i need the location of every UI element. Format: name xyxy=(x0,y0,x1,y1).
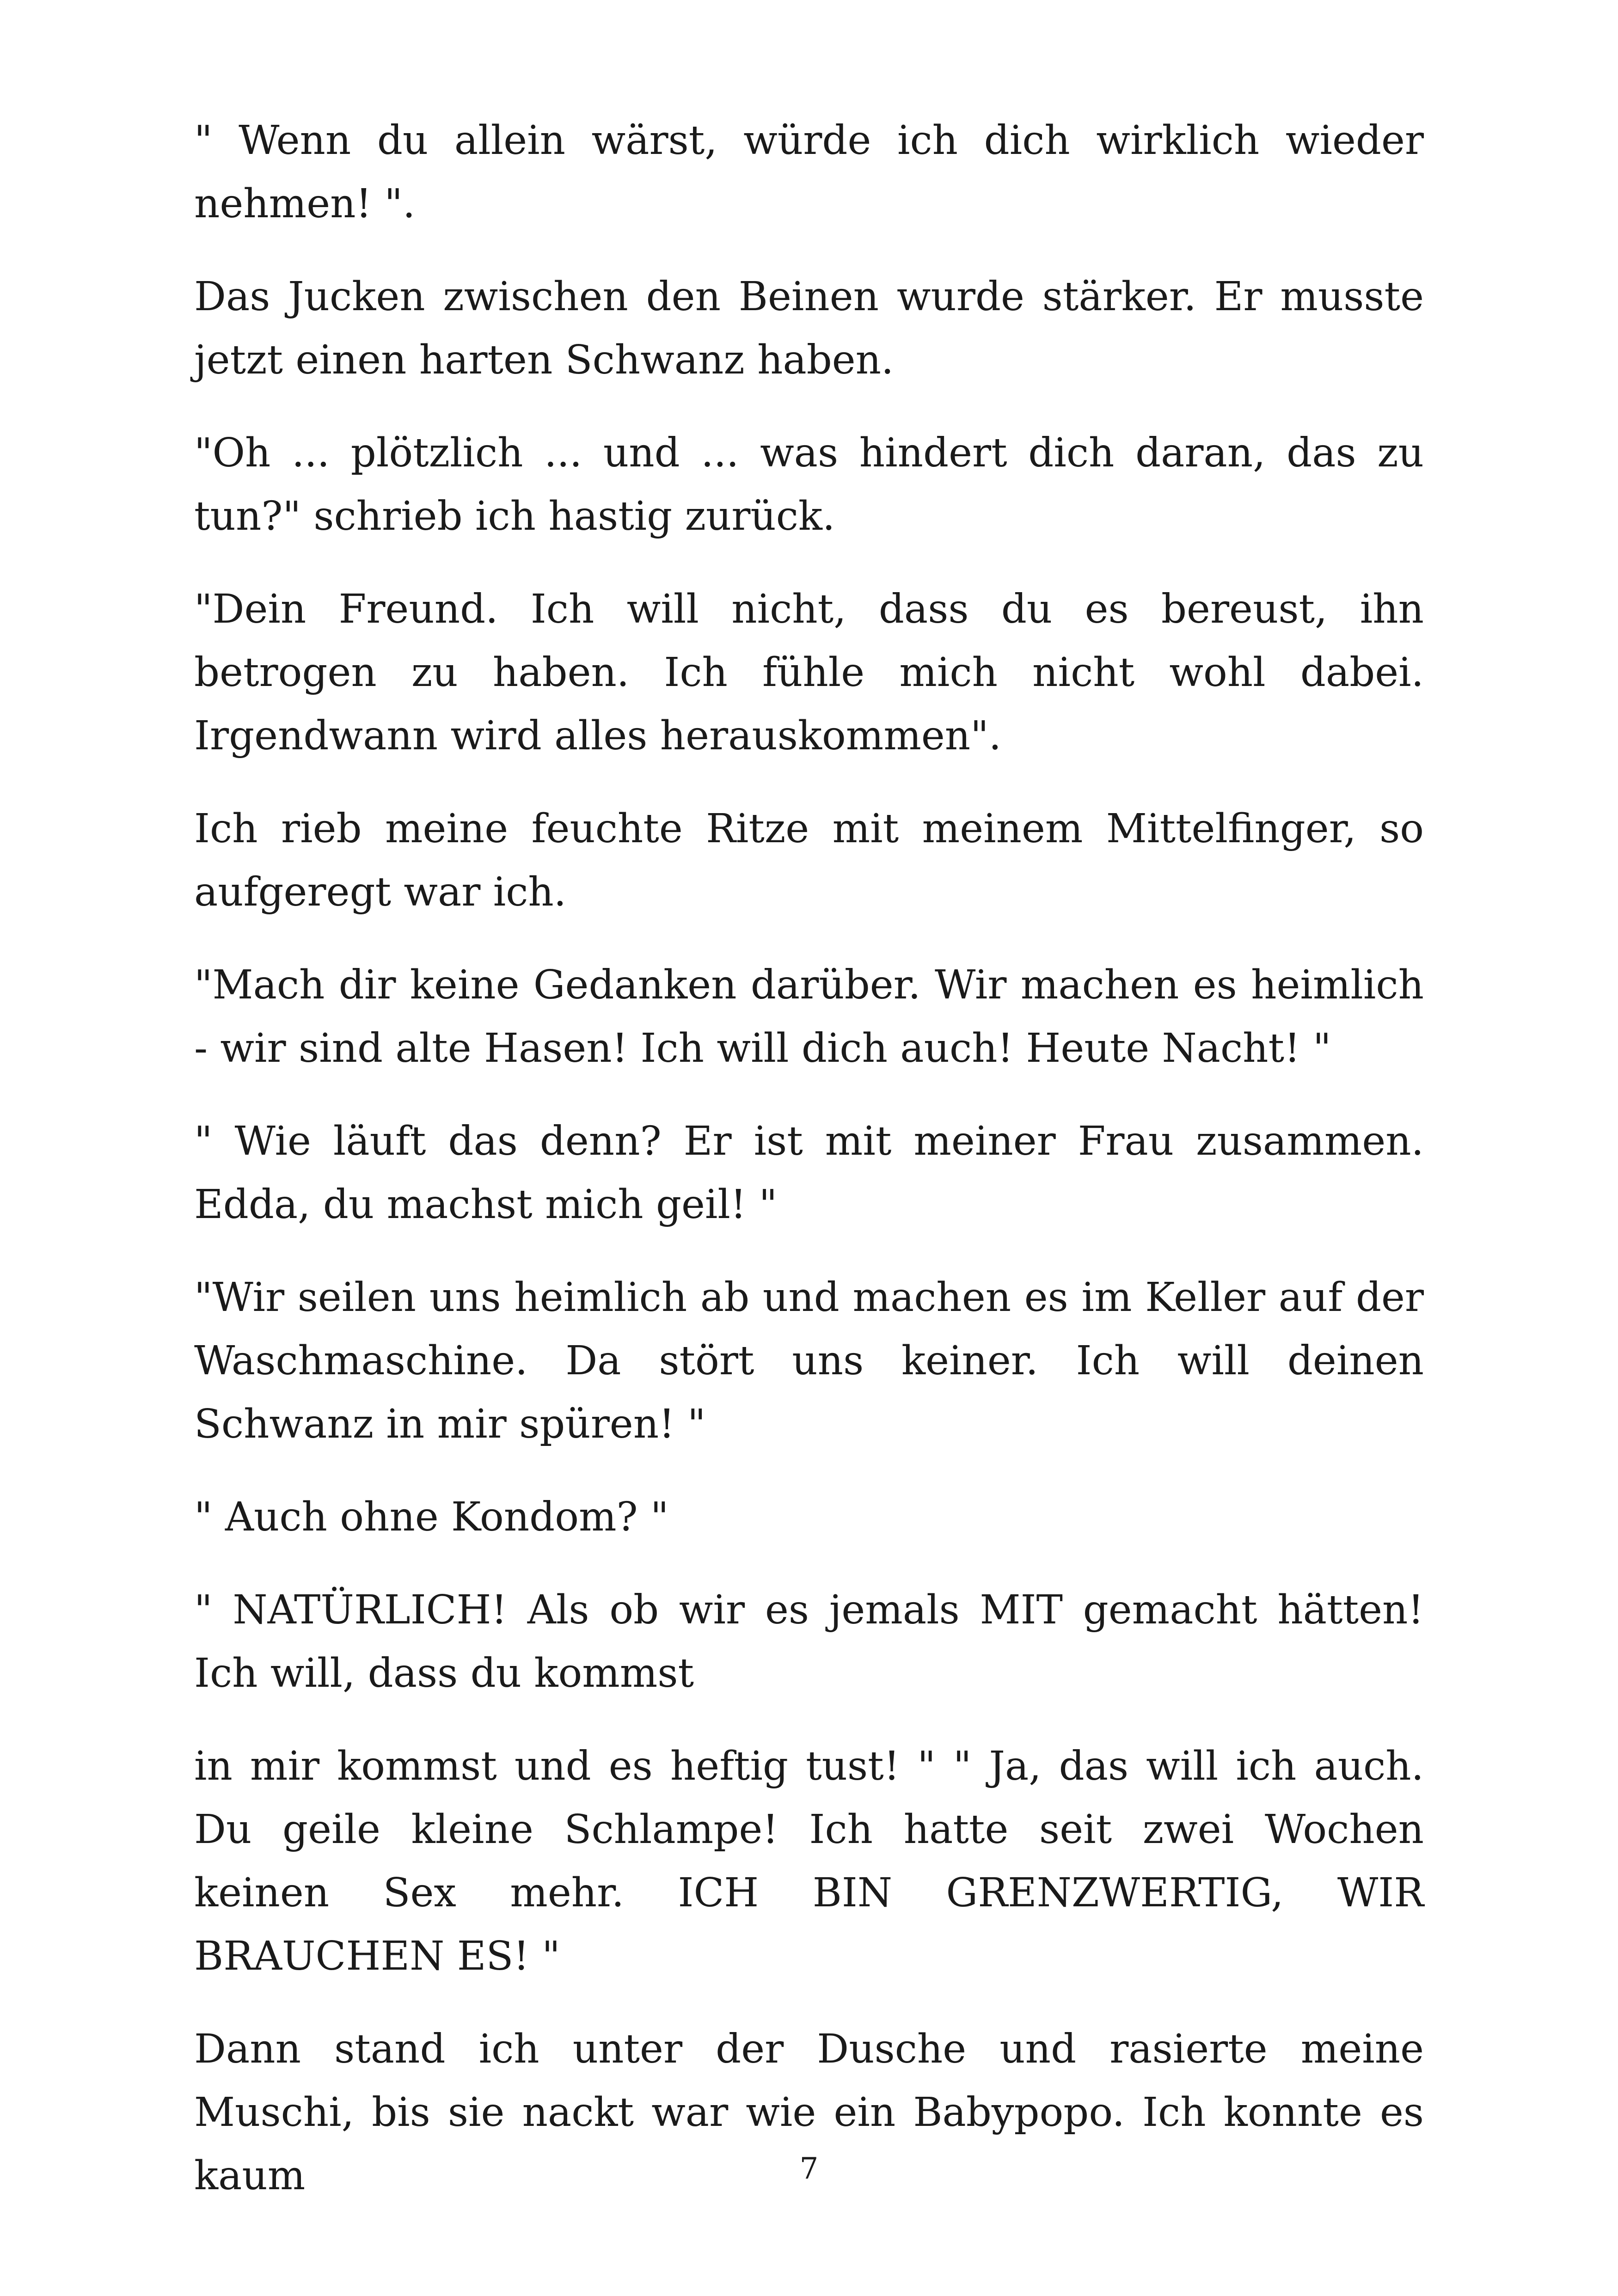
page-number: 7 xyxy=(799,2152,819,2186)
paragraph: " Auch ohne Kondom? " xyxy=(194,1494,669,1540)
paragraph: Ich rieb meine feuchte Ritze mit meinem Mittelfinger, so aufgeregt war ich. xyxy=(194,806,1424,915)
paragraph: in mir kommst und es heftig tust! " " Ja, das will ich auch. Du geile kleine Schlampe! Ich hatte seit zwei Wochen keinen Sex mehr. ICH BIN GRENZWERTIG, WIR BRAUCHEN ES! " xyxy=(194,1743,1424,1979)
paragraph: " Wenn du allein wärst, würde ich dich wirklich wieder nehmen! ". xyxy=(194,117,1424,227)
paragraph: " Wie läuft das denn? Er ist mit meiner Frau zusammen. Edda, du machst mich geil! " xyxy=(194,1118,1424,1228)
paragraph: Das Jucken zwischen den Beinen wurde stärker. Er musste jetzt einen harten Schwanz haben. xyxy=(194,274,1424,383)
paragraph: "Dein Freund. Ich will nicht, dass du es bereust, ihn betrogen zu haben. Ich fühle mich nicht wohl dabei. Irgendwann wird alles herauskommen". xyxy=(194,586,1424,759)
paragraph: "Wir seilen uns heimlich ab und machen es im Keller auf der Waschmaschine. Da stört uns keiner. Ich will deinen Schwanz in mir spüren! " xyxy=(194,1274,1424,1447)
paragraph: "Mach dir keine Gedanken darüber. Wir machen es heimlich - wir sind alte Hasen! Ich will dich auch! Heute Nacht! " xyxy=(194,962,1424,1071)
paragraph: "Oh ... plötzlich ... und ... was hindert dich daran, das zu tun?" schrieb ich hastig zurück. xyxy=(194,430,1424,539)
text-body xyxy=(194,109,1424,2237)
paragraph: " NATÜRLICH! Als ob wir es jemals MIT gemacht hätten! Ich will, dass du kommst xyxy=(194,1587,1424,1696)
paragraph: Dann stand ich unter der Dusche und rasierte meine Muschi, bis sie nackt war wie ein Babypopo. Ich konnte es kaum xyxy=(194,2026,1424,2199)
